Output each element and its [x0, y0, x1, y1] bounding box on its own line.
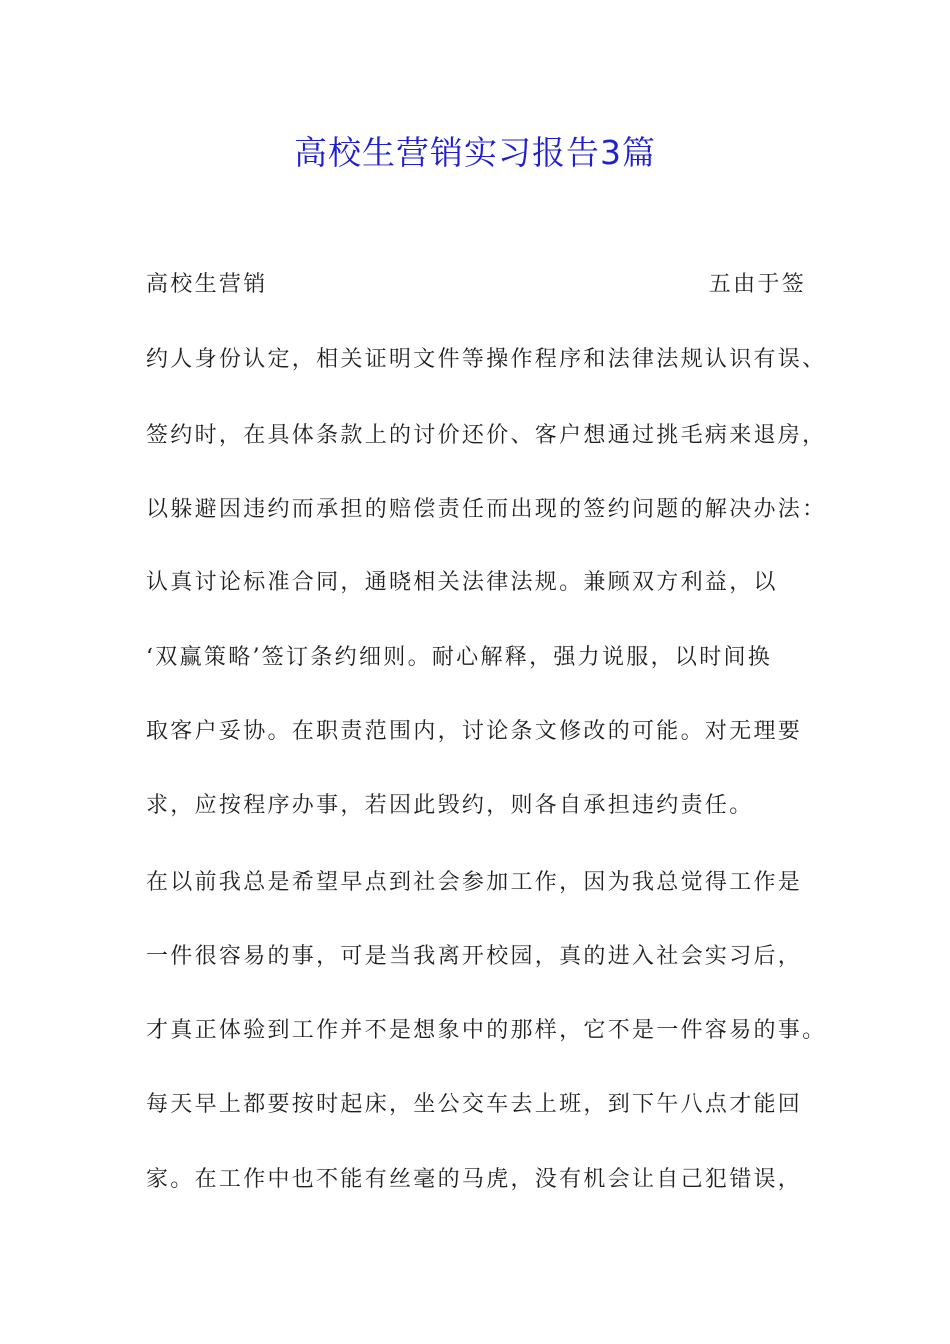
body-line: 以躲避因违约而承担的赔偿责任而出现的签约问题的解决办法： — [146, 497, 827, 522]
first-line-right: 五由于签 — [708, 272, 806, 297]
body-line: 在以前我总是希望早点到社会参加工作，因为我总觉得工作是 — [146, 870, 803, 895]
first-line-left: 高校生营销 — [146, 272, 268, 297]
body-line: 求，应按程序办事，若因此毁约，则各自承担违约责任。 — [146, 793, 754, 818]
body-line: 才真正体验到工作并不是想象中的那样，它不是一件容易的事。 — [146, 1018, 827, 1043]
body-line: 取客户妥协。在职责范围内，讨论条文修改的可能。对无理要 — [146, 719, 803, 744]
body-line: 约人身份认定，相关证明文件等操作程序和法律法规认识有误、 — [146, 347, 827, 372]
body-line: 每天早上都要按时起床，坐公交车去上班，到下午八点才能回 — [146, 1092, 803, 1117]
body-line: 认真讨论标准合同，通晓相关法律法规。兼顾双方利益，以 — [146, 570, 778, 595]
body-line: 家。在工作中也不能有丝毫的马虎，没有机会让自己犯错误， — [146, 1167, 803, 1192]
document-title: 高校生营销实习报告3篇 — [294, 133, 656, 172]
first-line — [146, 270, 806, 300]
body-line: ‘双赢策略’签订条约细则。耐心解释，强力说服，以时间换 — [146, 645, 773, 670]
body-line: 签约时，在具体条款上的讨价还价、客户想通过挑毛病来退房， — [146, 423, 827, 448]
body-line: 一件很容易的事，可是当我离开校园，真的进入社会实习后， — [146, 944, 803, 969]
